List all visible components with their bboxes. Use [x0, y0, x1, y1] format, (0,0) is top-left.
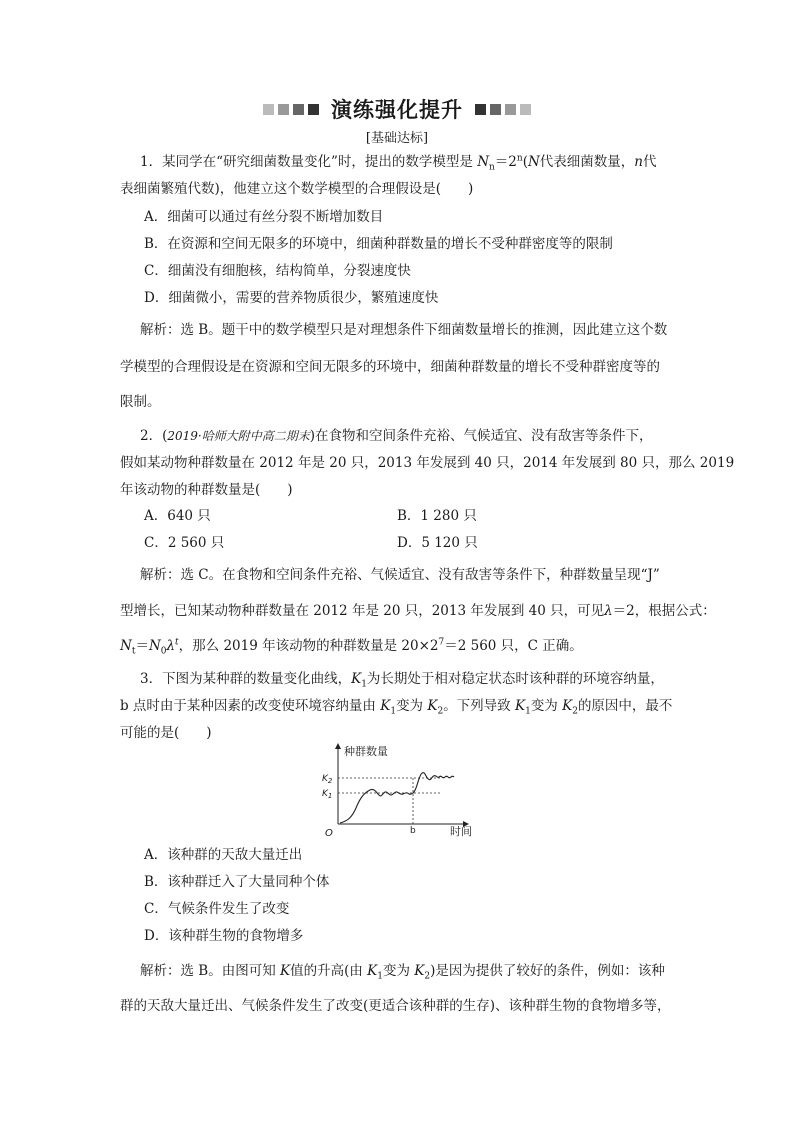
x-axis-label: 时间	[450, 825, 472, 838]
origin-label: O	[325, 828, 333, 839]
decor-square	[475, 104, 486, 115]
decor-square	[293, 104, 304, 115]
q3-option-b: B．该种群迁入了大量同种个体	[144, 874, 330, 890]
population-curve-figure	[318, 742, 478, 839]
decor-square	[278, 104, 289, 115]
b-point-label: b	[410, 826, 416, 836]
page-title: 演练强化提升	[331, 98, 463, 122]
decor-square	[490, 104, 501, 115]
q2-option-b: B．1 280 只	[397, 508, 477, 524]
q1-option-a: A．细菌可以通过有丝分裂不断增加数目	[144, 209, 384, 225]
q3-stem-line1: 3．下图为某种群的数量变化曲线，$K_1$为长期处于相对稳定状态时该种群的环境容纳量，	[140, 671, 664, 690]
q1-option-d: D．细菌微小，需要的营养物质很少，繁殖速度快	[144, 290, 439, 306]
q1-stem-line2: 表细菌繁殖代数)，他建立这个数学模型的合理假设是( )	[120, 181, 474, 197]
section-header	[0, 94, 794, 124]
q3-option-d: D．该种群生物的食物增多	[144, 928, 304, 944]
q2-solution-line2: 型增长，已知某动物种群数量在 2012 年是 20 只，2013 年发展到 40 只，可见λ＝2，根据公式：	[120, 603, 716, 619]
q1-option-c: C．细菌没有细胞核，结构简单，分裂速度快	[144, 263, 411, 279]
q3-solution-line2: 群的天敌大量迁出、气候条件发生了改变(更适合该种群的生存)、该种群生物的食物增多等，	[120, 998, 671, 1014]
k1-label: $K_1$	[322, 789, 333, 800]
q3-option-c: C．气候条件发生了改变	[144, 901, 290, 917]
k2-label: $K_2$	[322, 774, 333, 785]
q3-stem-line3: 可能的是( )	[120, 725, 212, 741]
decor-square	[308, 104, 319, 115]
section-subtitle: [基础达标]	[365, 131, 429, 146]
decor-square	[520, 104, 531, 115]
decor-square	[263, 104, 274, 115]
q1-solution-line3: 限制。	[120, 394, 161, 410]
q2-stem-line1: 2．(2019·哈师大附中高二期末)在食物和空间条件充裕、气候适宜、没有敌害等条件下，	[140, 428, 653, 444]
q3-stem-line2: b 点时由于某种因素的改变使环境容纳量由 $K_1$变为 $K_2$。下列导致 $K_1$变为 $K_2$的原因中，最不	[120, 698, 673, 717]
q2-solution-line1: 解析：选 C。在食物和空间条件充裕、气候适宜、没有敌害等条件下，种群数量呈现“J”	[140, 567, 660, 583]
q3-solution-line1: 解析：选 B。由图可知 K值的升高(由 $K_1$变为 $K_2$)是因为提供了较好的条件，例如：该种	[140, 963, 665, 982]
q2-stem-line2: 假如某动物种群数量在 2012 年是 20 只，2013 年发展到 40 只，2014 年发展到 80 只，那么 2019	[120, 455, 735, 471]
q1-solution-line2: 学模型的合理假设是在资源和空间无限多的环境中，细菌种群数量的增长不受种群密度等的	[120, 359, 660, 375]
q2-solution-line3: $N_t=N_0\lambda^t$，那么 2019 年该动物的种群数量是 $20\times 2^7=2$ 560 只，C 正确。	[120, 637, 583, 657]
q1-solution-line1: 解析：选 B。题干中的数学模型只是对理想条件下细菌数量增长的推测，因此建立这个数	[140, 322, 668, 338]
q1-option-b: B．在资源和空间无限多的环境中，细菌种群数量的增长不受种群密度等的限制	[144, 236, 613, 252]
population-curve	[340, 773, 454, 823]
q2-option-d: D．5 120 只	[397, 535, 478, 551]
q3-option-a: A．该种群的天敌大量迁出	[144, 847, 303, 863]
q2-stem-line3: 年该动物的种群数量是( )	[120, 482, 293, 498]
q1-stem-line1: 1．某同学在“研究细菌数量变化”时，提出的数学模型是 $N_n=2^n(N$代表细菌数量，n代	[140, 153, 657, 173]
y-axis-label: 种群数量	[344, 745, 388, 758]
q2-option-a: A．640 只	[144, 508, 211, 524]
decor-square	[505, 104, 516, 115]
q2-option-c: C．2 560 只	[144, 535, 225, 551]
